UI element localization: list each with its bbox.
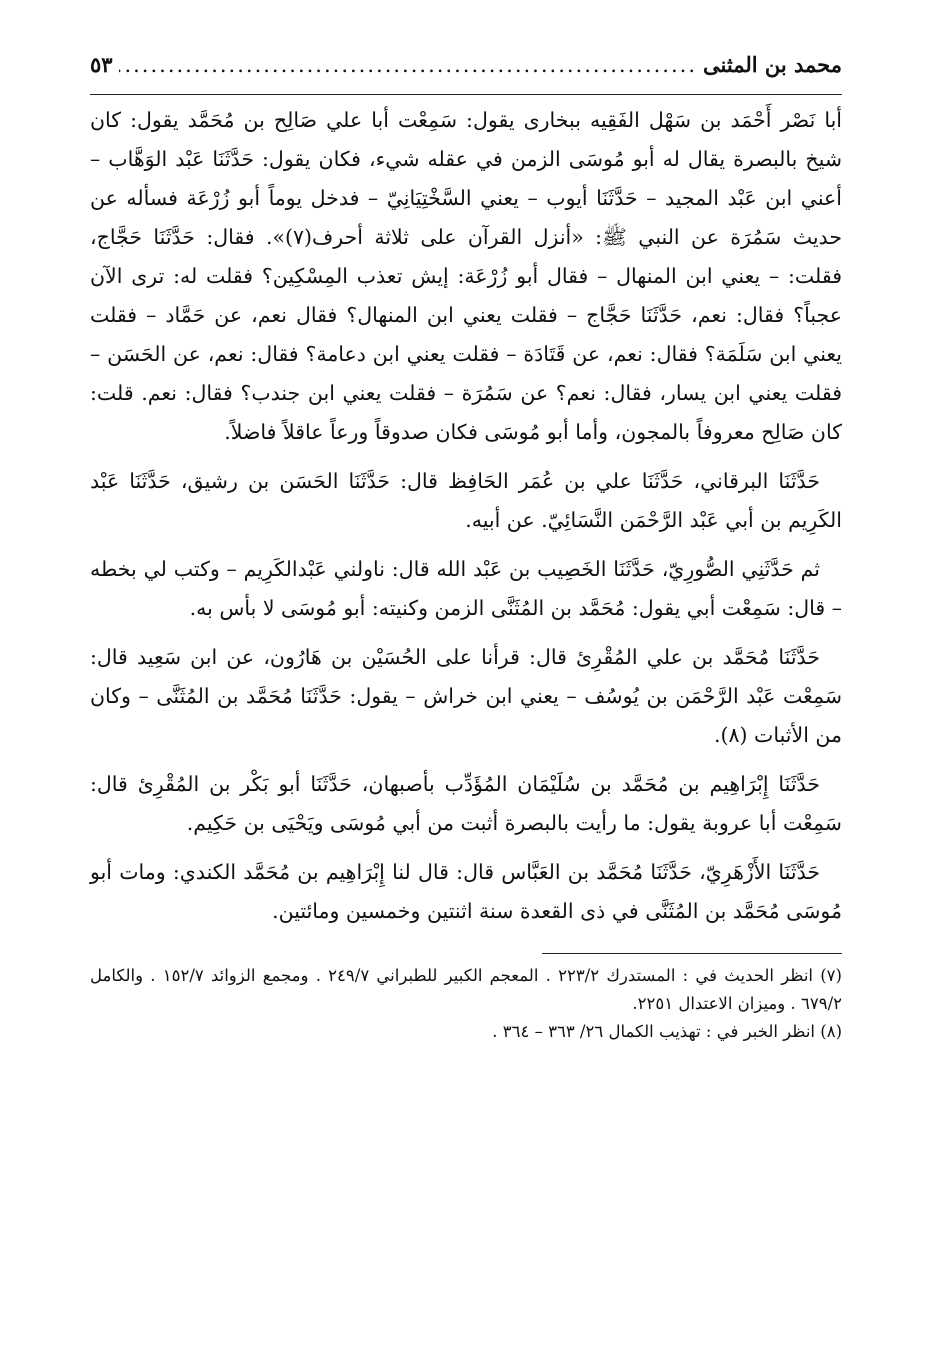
paragraph-6: حَدَّثَنَا الأَزْهَرِيّ، حَدَّثَنَا مُحَمَّد بن العَبَّاس قال: قال لنا إِبْرَاهِيم بن مُحَمَّد الكندي: ومات أبو مُوسَى مُحَمَّد بن المُثَنَّى في ذى القعدة سنة اثنتين وخمسين ومائتين. bbox=[90, 860, 842, 923]
paragraph-5: حَدَّثَنَا إِبْرَاهِيم بن مُحَمَّد بن سُلَيْمَان المُؤَدِّب بأصبهان، حَدَّثَنَا أبو بَكْر بن المُقْرِئ قال: سَمِعْت أبا عروبة يقول: ما رأيت بالبصرة أثبت من أبي مُوسَى ويَحْيَى بن حَكِيم. bbox=[90, 772, 842, 835]
running-title: محمد بن المثنى bbox=[703, 52, 842, 77]
paragraph-1: أبا نَصْر أَحْمَد بن سَهْل الفَقِيه ببخارى يقول: سَمِعْت أبا علي صَالِح بن مُحَمَّد يقول: كان شيخ بالبصرة يقال له أبو مُوسَى الزمن في عقله شيء، فكان يقول: حَدَّثَنَا عَبْد الوَهَّاب – أعني ابن عَبْد المجيد – حَدَّثَنَا أيوب – يعني السَّخْتِيَانِيّ – فدخل يوماً أبو زُرْعَة فسأله عن حديث سَمُرَة عن النبي ﷺ: «أنزل القرآن على ثلاثة أحرف(٧)». فقال: حَدَّثَنَا حَجَّاج، فقلت: – يعني ابن المنهال – فقال أبو زُرْعَة: إيش تعذب المِسْكِين؟ فقلت له: ترى الآن عجباً؟ فقال: نعم، حَدَّثَنَا حَجَّاج – فقلت يعني ابن المنهال؟ فقال نعم، عن حَمَّاد – فقلت يعني ابن سَلَمَة؟ فقال: نعم، عن قَتَادَة – فقلت يعني ابن دعامة؟ فقال: نعم، عن الحَسَن – فقلت يعني ابن يسار، فقال: نعم؟ عن سَمُرَة – فقلت يعني ابن جندب؟ فقال: نعم. قلت: كان صَالِح معروفاً بالمجون، وأما أبو مُوسَى فكان صدوقاً ورعاً عاقلاً فاضلاً. bbox=[90, 108, 842, 444]
footnote-8: (٨) انظر الخبر في : تهذيب الكمال ٢٦/ ٣٦٣ – ٣٦٤ . bbox=[492, 1022, 842, 1041]
paragraph-4: حَدَّثَنَا مُحَمَّد بن علي المُقْرِئ قال: قرأنا على الحُسَيْن بن هَارُون، عن ابن سَعِيد قال: سَمِعْت عَبْد الرَّحْمَن بن يُوسُف – يعني ابن خراش – يقول: حَدَّثَنَا مُحَمَّد بن المُثَنَّى – وكان من الأثبات (٨). bbox=[90, 645, 842, 747]
leader-dots bbox=[119, 53, 697, 77]
page-header bbox=[90, 52, 842, 95]
footnote-7: (٧) انظر الحديث في : المستدرك ٢٢٣/٢ . المعجم الكبير للطبراني ٢٤٩/٧ . ومجمع الزوائد ١٥٢/٧ . والكامل ٦٧٩/٢ . وميزان الاعتدال ٢٢٥١. bbox=[90, 966, 842, 1013]
paragraph-2: حَدَّثَنَا البرقاني، حَدَّثَنَا علي بن عُمَر الحَافِظ قال: حَدَّثَنَا الحَسَن بن رشيق، حَدَّثَنَا عَبْد الكَرِيم بن أبي عَبْد الرَّحْمَن النَّسَائِيّ. عن أبيه. bbox=[90, 469, 842, 532]
book-page bbox=[90, 52, 842, 1352]
paragraph-3: ثم حَدَّثَنِي الصُّورِيّ، حَدَّثَنَا الخَصِيب بن عَبْد الله قال: ناولني عَبْدالكَرِيم – وكتب لي بخطه – قال: سَمِعْت أبي يقول: مُحَمَّد بن المُثَنَّى الزمن وكنيته: أبو مُوسَى لا بأس به. bbox=[90, 557, 842, 620]
footnote-divider bbox=[542, 953, 842, 954]
page-number: ٥٣ bbox=[90, 52, 113, 77]
